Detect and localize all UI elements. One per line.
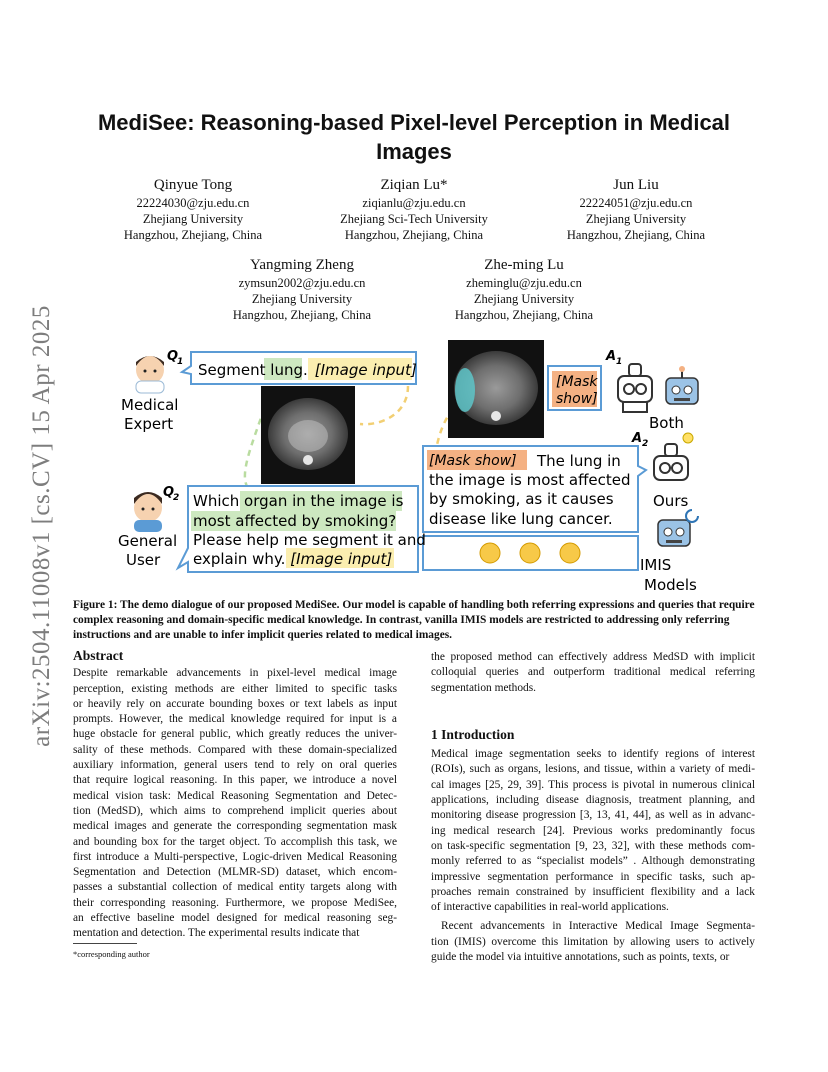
arxiv-stamp bbox=[22, 286, 62, 766]
svg-text:explain why. [Image input]: explain why. [Image input] bbox=[193, 550, 393, 568]
text-line: sality of these methods. Compared with these domain-specialized bbox=[73, 743, 397, 756]
author-block bbox=[212, 256, 392, 323]
abstract-body bbox=[73, 666, 397, 941]
text-line: the proposed method can effectively address MedSD with implicit bbox=[431, 651, 755, 663]
robot-icon bbox=[618, 364, 652, 412]
svg-text:Which organ in the image is: Which organ in the image is bbox=[193, 492, 404, 510]
a2-bubble bbox=[423, 446, 646, 532]
text-line: of interactive capabilities in real-world applications. bbox=[431, 901, 669, 914]
robot-icon bbox=[658, 510, 698, 546]
text-line: applications, including disease diagnosis, treatment planning, and bbox=[431, 794, 755, 807]
q2-sub: 2 bbox=[173, 493, 180, 503]
ct-image-mask bbox=[448, 340, 544, 438]
svg-text:the image is most affected: the image is most affected bbox=[429, 471, 631, 489]
imis-bubble bbox=[423, 536, 638, 570]
figure-1 bbox=[118, 336, 716, 598]
text-line: Despite remarkable advancements in pixel-level medical image bbox=[73, 667, 397, 680]
text-line: medical vision task: Medical Reasoning Segmentation and Detec- bbox=[73, 789, 397, 802]
general-user-avatar bbox=[134, 492, 162, 532]
confused-face-icon bbox=[520, 543, 540, 563]
text-line: Segmentation and Detection (MLMR-SD) dataset, which encom- bbox=[73, 866, 397, 879]
paper-title: MediSee: Reasoning-based Pixel-level Perception in Medical Images bbox=[97, 110, 731, 164]
text-line: colloquial queries and outperform traditional medical referring bbox=[431, 666, 755, 679]
svg-text:[Mask: [Mask bbox=[556, 374, 598, 390]
text-line: on task-specific segmentation [9, 23, 32], with these methods com- bbox=[431, 839, 755, 852]
a2-label: A bbox=[632, 431, 643, 446]
imis-label: IMIS bbox=[640, 556, 672, 574]
text-line: huge obstacle for general public, which greatly reduces the univer- bbox=[73, 728, 397, 741]
author-email: ziqianlu@zju.edu.cn bbox=[362, 196, 466, 210]
intro-heading: 1 Introduction bbox=[431, 726, 515, 742]
robot-icon bbox=[666, 366, 698, 404]
author-affiliation: Zhejiang Sci-Tech University bbox=[340, 212, 488, 226]
author-name: Qinyue Tong bbox=[153, 177, 233, 193]
author-location: Hangzhou, Zhejiang, China bbox=[566, 228, 706, 242]
author-location: Hangzhou, Zhejiang, China bbox=[454, 308, 594, 322]
text-line: mentation and detection. The experimental results indicate that bbox=[73, 927, 360, 940]
author-block bbox=[314, 176, 514, 243]
arxiv-id: arXiv:2504.11008v1 [cs.CV] 15 Apr 2025 bbox=[28, 305, 55, 747]
author-affiliation: Zhejiang University bbox=[142, 212, 244, 226]
intro-paragraph-1 bbox=[431, 747, 755, 915]
author-email: 22224051@zju.edu.cn bbox=[579, 196, 693, 210]
imis-label: Models bbox=[644, 576, 697, 594]
author-location: Hangzhou, Zhejiang, China bbox=[123, 228, 263, 242]
confused-face-icon bbox=[560, 543, 580, 563]
medical-expert-avatar bbox=[136, 356, 164, 393]
text-line: auxiliary information, general users tend to rely on oral queries bbox=[73, 759, 397, 772]
a2-sub: 2 bbox=[642, 439, 649, 449]
text-line: perception, existing methods are either limited to specific tasks bbox=[73, 682, 397, 695]
author-block bbox=[103, 176, 283, 243]
text-line: first introduce a Multi-perspective, Logic-driven Medical Reasoning bbox=[73, 850, 397, 863]
text-line: Recent advancements in Interactive Medical Image Segmenta- bbox=[441, 920, 755, 933]
author-block bbox=[434, 256, 614, 323]
author-name: Yangming Zheng bbox=[250, 257, 354, 273]
a1-label: A bbox=[606, 349, 617, 364]
lung-mask bbox=[455, 368, 475, 412]
abstract-heading: Abstract bbox=[73, 648, 124, 663]
author-location: Hangzhou, Zhejiang, China bbox=[344, 228, 484, 242]
footnote: *corresponding author bbox=[73, 949, 150, 959]
svg-text:show]: show] bbox=[556, 391, 598, 407]
text-line: passes a substantial collection of medical entity targets along with bbox=[73, 881, 397, 894]
medical-expert-label: Medical bbox=[121, 396, 179, 414]
author-name: Zhe-ming Lu bbox=[484, 257, 564, 273]
right-column bbox=[431, 650, 755, 965]
q1-sub: 1 bbox=[177, 357, 184, 367]
text-line: proaches remain constrained by insufficient flexibility and a lack bbox=[431, 885, 755, 898]
text-line: tion (MedSD), which aims to comprehend implicit queries about bbox=[73, 804, 397, 817]
svg-text:The lung in: The lung in bbox=[537, 452, 621, 470]
text-line: guide the model via intuitive annotations, such as points, texts, or bbox=[431, 951, 730, 964]
dashed-arrow bbox=[360, 386, 408, 424]
a1-bubble bbox=[548, 366, 601, 410]
svg-text:most affected by smoking?: most affected by smoking? bbox=[193, 512, 397, 530]
q1-label: Q bbox=[167, 349, 179, 364]
text-line: their corresponding reasoning. Furthermore, we propose MediSee, bbox=[73, 896, 397, 909]
text-line: impressive segmentation performance in specific tasks, such ap- bbox=[431, 870, 755, 883]
text-line: ing medical research [24]. Previous works predominantly focus bbox=[431, 824, 755, 837]
text-line: segmentation methods. bbox=[431, 681, 537, 694]
text-line: monitoring disease progression [3, 13, 41, 44], as well as in advanc- bbox=[431, 809, 755, 822]
footnote-rule bbox=[73, 943, 137, 944]
text-line: that require logical reasoning. In this paper, we introduce a novel bbox=[73, 774, 397, 787]
svg-text:disease like lung cancer.: disease like lung cancer. bbox=[429, 510, 613, 528]
author-email: zheminglu@zju.edu.cn bbox=[466, 276, 582, 290]
author-name: Jun Liu bbox=[613, 177, 659, 193]
author-affiliation: Zhejiang University bbox=[251, 292, 353, 306]
a1-sub: 1 bbox=[616, 357, 623, 367]
svg-text:by smoking, as it causes: by smoking, as it causes bbox=[429, 490, 614, 508]
both-label: Both bbox=[649, 414, 684, 432]
text-line: and bounding box for the target object. To accomplish this task, we bbox=[73, 835, 397, 848]
text-line: medical images and generate the corresponding segmentation mask bbox=[73, 820, 397, 833]
general-user-label: User bbox=[126, 551, 161, 569]
text-line: Medical image segmentation seeks to identify regions of interest bbox=[431, 748, 755, 761]
author-name: Ziqian Lu* bbox=[380, 177, 448, 193]
author-affiliation: Zhejiang University bbox=[585, 212, 687, 226]
ct-image-input bbox=[261, 386, 355, 484]
robot-icon bbox=[654, 433, 693, 480]
figure-caption: Figure 1: The demo dialogue of our proposed MediSee. Our model is capable of handling both referring expressions and queries that require complex reasoning and domain-specific medical knowledge. In contrast, vanilla IMIS models are restricted to addressing only referring instructions and are unable to infer implicit queries related to medical images. bbox=[73, 599, 755, 641]
q2-bubble bbox=[178, 486, 426, 572]
intro-paragraph-2 bbox=[431, 919, 755, 965]
abstract-section bbox=[73, 648, 397, 942]
q2-label: Q bbox=[163, 485, 175, 500]
text-line: (ROIs), such as organs, lesions, and tissue, within a variety of medi- bbox=[431, 763, 755, 776]
text-line: cal images [25, 29, 39]. This process is pivotal in numerous clinical bbox=[431, 778, 755, 791]
text-line: monly referred to as “specialist models” . Although demonstrating bbox=[431, 855, 755, 868]
author-affiliation: Zhejiang University bbox=[473, 292, 575, 306]
spiral-icon bbox=[686, 510, 698, 522]
text-line: or heavily rely on accurate bounding boxes or text labels as input bbox=[73, 697, 397, 710]
lightbulb-icon bbox=[683, 433, 693, 443]
confused-face-icon bbox=[480, 543, 500, 563]
text-line: an effective baseline model designed for medical reasoning seg- bbox=[73, 912, 397, 925]
svg-text:Please help me segment it and: Please help me segment it and bbox=[193, 531, 426, 549]
ours-label: Ours bbox=[653, 492, 689, 510]
general-user-label: General bbox=[118, 532, 178, 550]
author-block bbox=[546, 176, 726, 243]
author-email: 22224030@zju.edu.cn bbox=[136, 196, 250, 210]
text-line: prompts. However, the medical knowledge required for input is a bbox=[73, 713, 397, 726]
medical-expert-label: Expert bbox=[124, 415, 174, 433]
author-email: zymsun2002@zju.edu.cn bbox=[238, 276, 366, 290]
mask-show-label: [Mask show] bbox=[429, 453, 517, 469]
q1-bubble bbox=[182, 352, 417, 384]
text-line: tion (IMIS) overcome this limitation by allowing users to actively bbox=[431, 935, 755, 948]
abstract-continuation bbox=[431, 650, 755, 696]
q1-text: Segment lung. [Image input] bbox=[198, 361, 417, 379]
author-location: Hangzhou, Zhejiang, China bbox=[232, 308, 372, 322]
